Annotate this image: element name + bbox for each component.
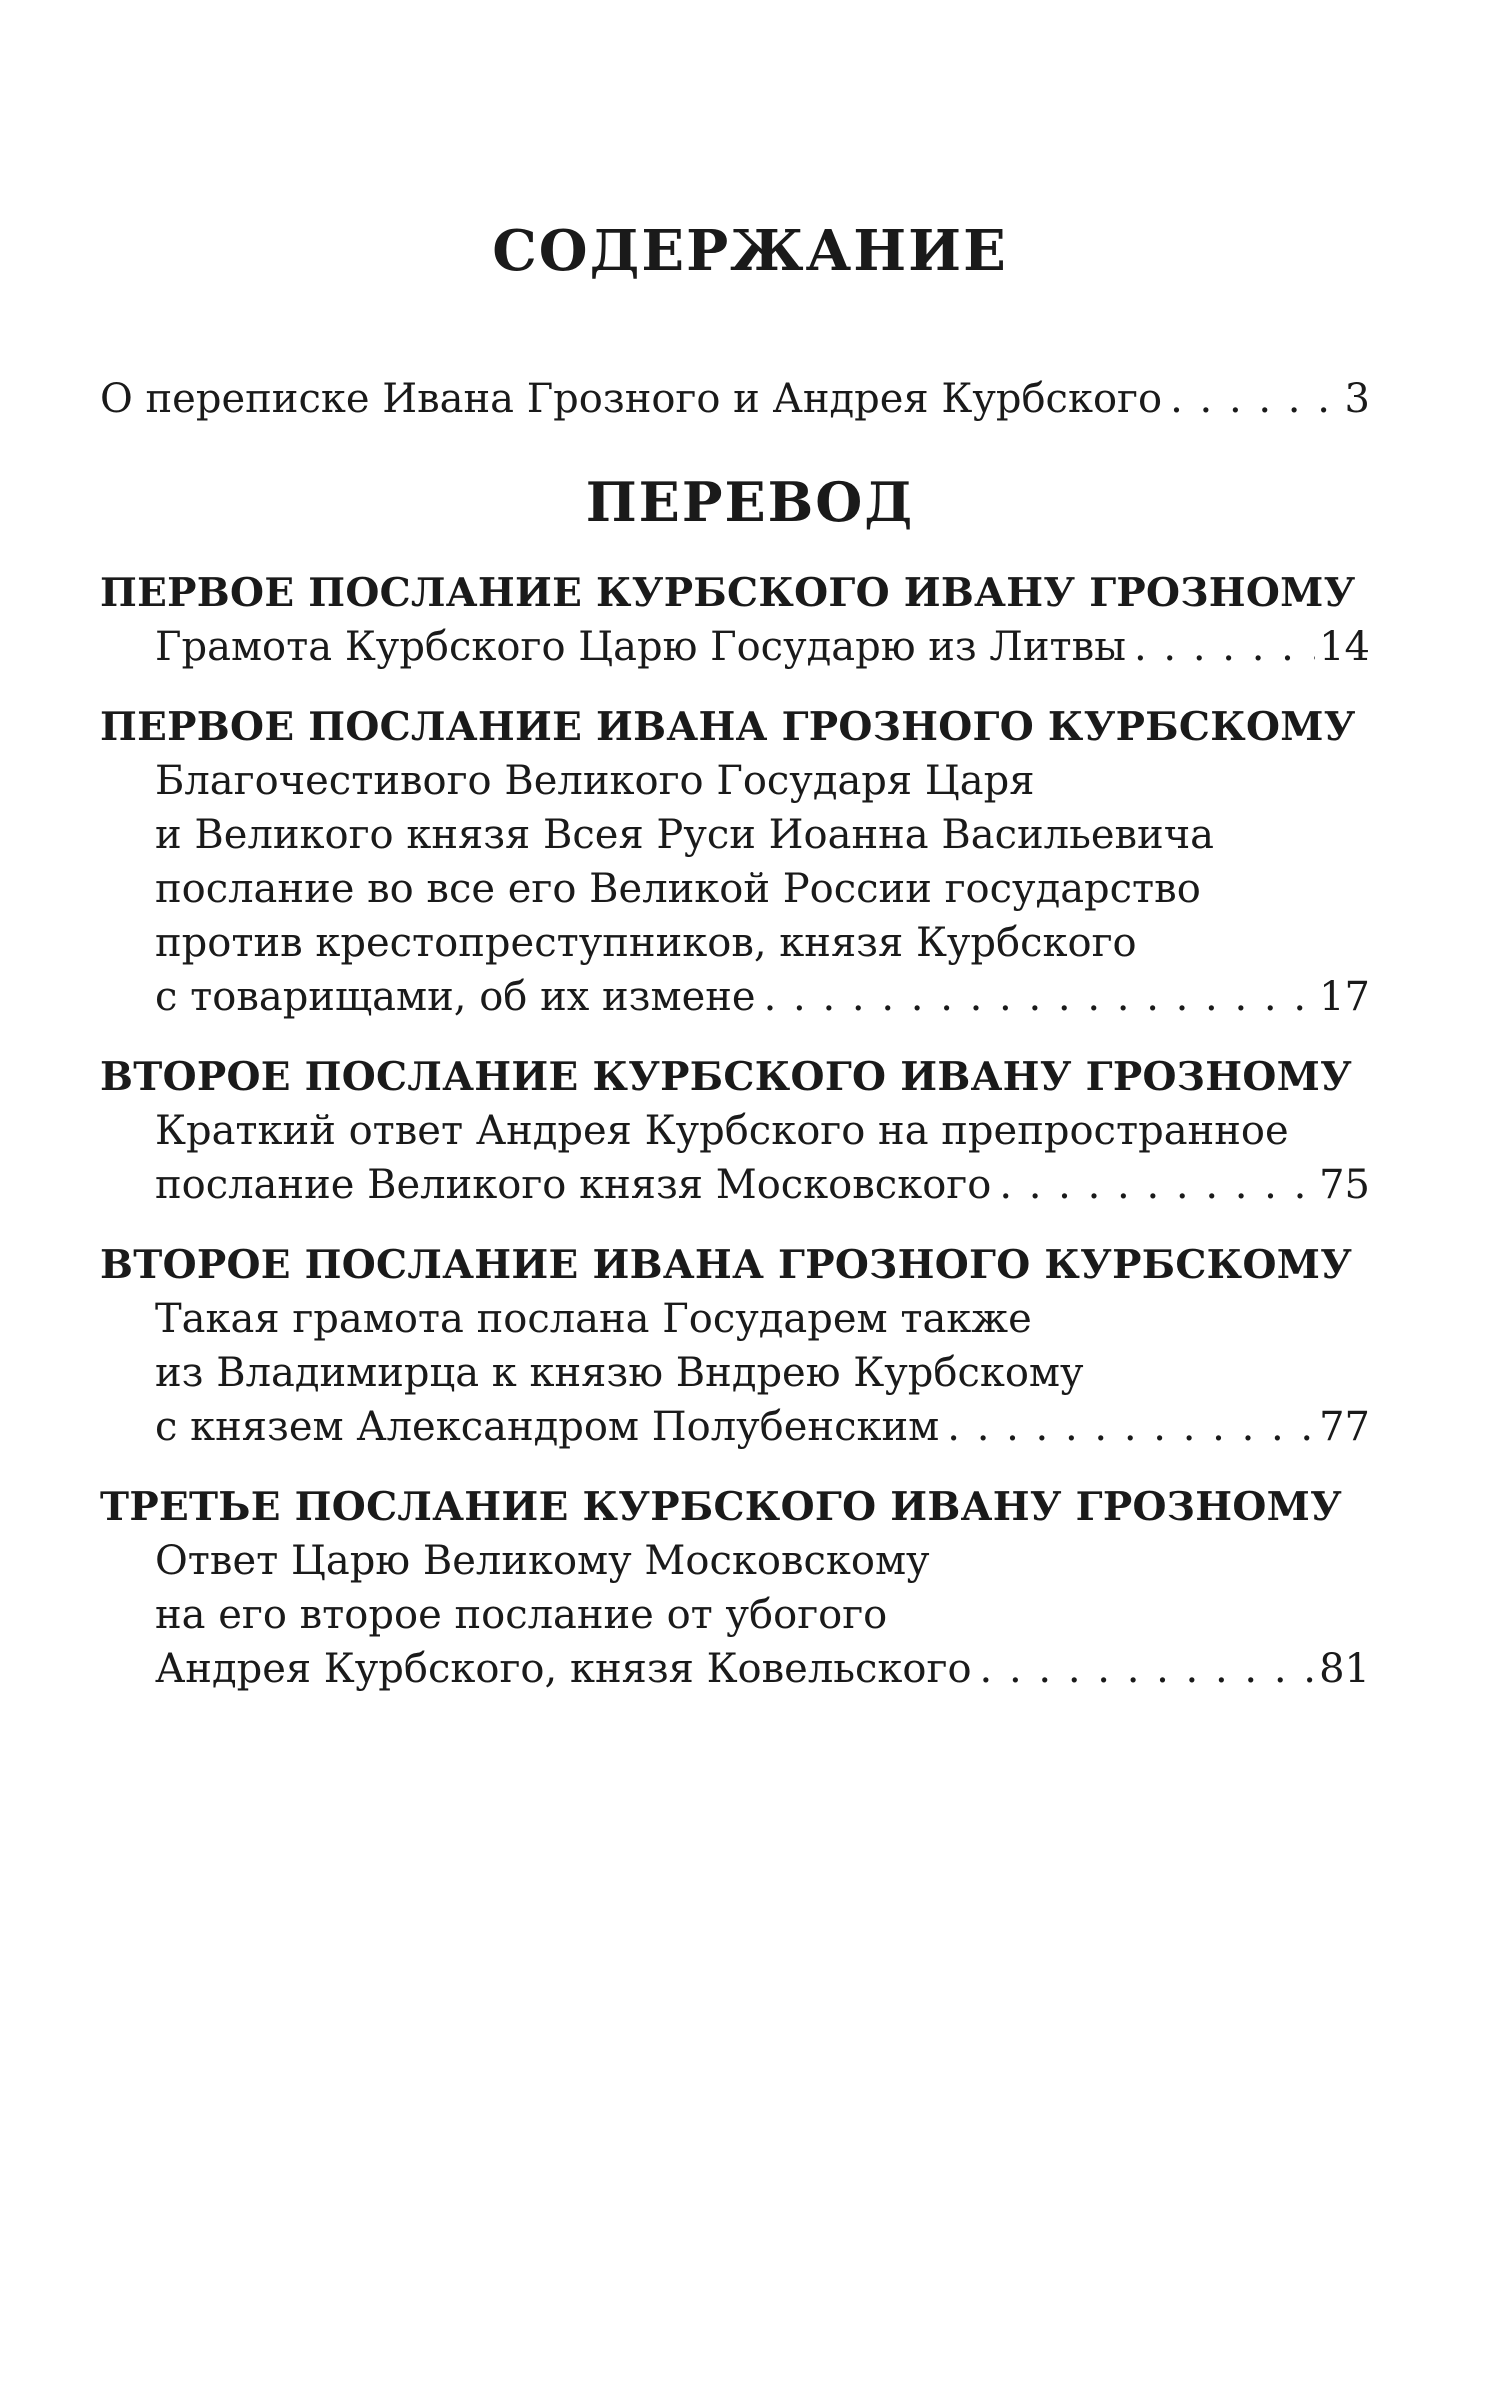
section-heading: ПЕРВОЕ ПОСЛАНИЕ ИВАНА ГРОЗНОГО КУРБСКОМУ bbox=[100, 704, 1356, 750]
toc-entry-line[interactable]: Ответ Царю Великому Московскому bbox=[155, 1538, 930, 1584]
toc-entry-line[interactable]: и Великого князя Всея Руси Иоанна Васильевича bbox=[155, 812, 1214, 858]
toc-entry-line[interactable]: Краткий ответ Андрея Курбского на препространное bbox=[155, 1108, 1289, 1154]
section-heading: ТРЕТЬЕ ПОСЛАНИЕ КУРБСКОГО ИВАНУ ГРОЗНОМУ bbox=[100, 1484, 1343, 1530]
toc-entry-line[interactable]: на его второе послание от убогого bbox=[155, 1592, 888, 1638]
toc-entry-text: с товарищами, об их измене bbox=[155, 974, 756, 1020]
toc-entry-line[interactable]: послание во все его Великой России государство bbox=[155, 866, 1201, 912]
toc-entry-text: Грамота Курбского Царю Государю из Литвы bbox=[155, 624, 1126, 670]
dot-leader bbox=[756, 970, 1315, 1024]
dot-leader bbox=[1162, 372, 1340, 426]
section-heading: ПЕРВОЕ ПОСЛАНИЕ КУРБСКОГО ИВАНУ ГРОЗНОМУ bbox=[100, 570, 1356, 616]
toc-page-number: 77 bbox=[1319, 1404, 1370, 1450]
toc-entry-line[interactable]: Благочестивого Великого Государя Царя bbox=[155, 758, 1035, 804]
toc-entry[interactable] bbox=[155, 1642, 1370, 1696]
toc-entry[interactable] bbox=[155, 1158, 1370, 1212]
toc-entry[interactable] bbox=[155, 1400, 1370, 1454]
contents-title: СОДЕРЖАНИЕ bbox=[492, 218, 1008, 284]
translation-title: ПЕРЕВОД bbox=[585, 470, 915, 534]
toc-page-number: 3 bbox=[1344, 376, 1370, 422]
toc-entry-line[interactable]: Такая грамота послана Государем также bbox=[155, 1296, 1032, 1342]
dot-leader bbox=[1126, 620, 1315, 674]
toc-entry-line[interactable]: против крестопреступников, князя Курбского bbox=[155, 920, 1137, 966]
dot-leader bbox=[939, 1400, 1315, 1454]
toc-entry-line[interactable]: из Владимирца к князю Вндрею Курбскому bbox=[155, 1350, 1084, 1396]
toc-page-number: 75 bbox=[1319, 1162, 1370, 1208]
toc-entry[interactable] bbox=[155, 970, 1370, 1024]
dot-leader bbox=[972, 1642, 1316, 1696]
toc-entry-text: О переписке Ивана Грозного и Андрея Курбского bbox=[100, 376, 1163, 422]
section-heading: ВТОРОЕ ПОСЛАНИЕ ИВАНА ГРОЗНОГО КУРБСКОМУ bbox=[100, 1242, 1353, 1288]
toc-entry-text: с князем Александром Полубенским bbox=[155, 1404, 940, 1450]
toc-page-number: 81 bbox=[1319, 1646, 1370, 1692]
toc-entry-text: послание Великого князя Московского bbox=[155, 1162, 992, 1208]
dot-leader bbox=[991, 1158, 1315, 1212]
toc-page-number: 14 bbox=[1319, 624, 1370, 670]
toc-page-number: 17 bbox=[1319, 974, 1370, 1020]
toc-entry-text: Андрея Курбского, князя Ковельского bbox=[155, 1646, 972, 1692]
toc-entry[interactable] bbox=[155, 620, 1370, 674]
toc-entry-intro[interactable] bbox=[100, 372, 1370, 426]
section-heading: ВТОРОЕ ПОСЛАНИЕ КУРБСКОГО ИВАНУ ГРОЗНОМУ bbox=[100, 1054, 1353, 1100]
